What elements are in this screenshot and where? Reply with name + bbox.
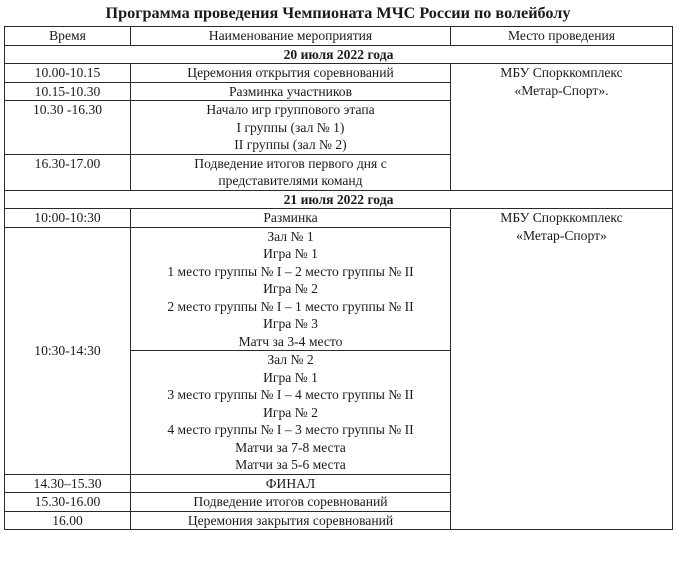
date-row-day1 — [5, 45, 673, 64]
header-time: Время — [5, 27, 131, 46]
date-day1: 20 июля 2022 года — [5, 45, 673, 64]
hall-line: Матчи за 7-8 места — [235, 439, 346, 455]
hall-line: Зал № 2 — [267, 352, 314, 367]
time-cell: 16.30-17.00 — [5, 154, 131, 190]
event-cell: Разминка — [131, 209, 451, 228]
hall-line: 3 место группы № I – 4 место группы № II — [167, 387, 414, 402]
hall-line: Игра № 1 — [263, 246, 318, 261]
venue-cell-day2 — [451, 209, 673, 530]
hall-line: Игра № 3 — [263, 316, 318, 331]
hall-line: Зал № 1 — [267, 228, 314, 244]
time-cell: 10.30 -16.30 — [5, 101, 131, 155]
venue-line: МБУ Спорккомплекс — [500, 65, 623, 80]
header-row — [5, 27, 673, 46]
event-cell — [131, 154, 451, 190]
hall-1-cell — [131, 227, 451, 351]
venue-cell-day1 — [451, 64, 673, 191]
hall-line: 1 место группы № I – 2 место группы № II — [167, 263, 414, 279]
venue-line: «Метар-Спорт» — [516, 227, 607, 243]
table-row — [5, 209, 673, 228]
document-title: Программа проведения Чемпионата МЧС России по волейболу — [105, 4, 571, 22]
date-row-day2 — [5, 190, 673, 209]
venue-line: МБУ Спорккомплекс — [500, 210, 623, 225]
table-row — [5, 64, 673, 83]
venue-line: «Метар-Спорт». — [514, 82, 609, 98]
event-cell — [131, 64, 451, 83]
hall-line: Матчи за 5-6 места — [235, 457, 346, 472]
event-line: I группы (зал № 1) — [236, 119, 345, 135]
hall-line: Игра № 2 — [263, 404, 318, 420]
event-line: Разминка участников — [228, 83, 353, 99]
event-cell: Подведение итогов соревнований — [131, 493, 451, 512]
header-event: Наименование мероприятия — [131, 27, 451, 46]
time-cell: 15.30-16.00 — [5, 493, 131, 512]
time-cell: 10:00-10:30 — [5, 209, 131, 228]
time-cell: 14.30–15.30 — [5, 474, 131, 493]
event-cell — [131, 101, 451, 155]
time-cell: 10:30-14:30 — [5, 227, 131, 474]
event-line: Церемония открытия соревнований — [187, 65, 394, 80]
time-cell: 10.15-10.30 — [5, 82, 131, 101]
header-venue: Место проведения — [451, 27, 673, 46]
hall-line: Игра № 1 — [263, 369, 318, 385]
event-cell: ФИНАЛ — [131, 474, 451, 493]
event-line: Начало игр группового этапа — [206, 102, 375, 117]
hall-2-cell — [131, 351, 451, 475]
event-cell — [131, 82, 451, 101]
event-cell: Церемония закрытия соревнований — [131, 511, 451, 530]
schedule-table — [4, 26, 673, 530]
hall-line: 4 место группы № I – 3 место группы № II — [167, 422, 414, 437]
event-line: Подведение итогов первого дня с — [194, 155, 387, 171]
date-day2: 21 июля 2022 года — [5, 190, 673, 209]
hall-line: Матч за 3-4 место — [238, 333, 343, 349]
time-cell: 16.00 — [5, 511, 131, 530]
hall-line: 2 место группы № I – 1 место группы № II — [167, 298, 414, 314]
hall-line: Игра № 2 — [263, 281, 318, 296]
time-cell: 10.00-10.15 — [5, 64, 131, 83]
event-line: II группы (зал № 2) — [234, 137, 347, 152]
event-line: представителями команд — [218, 173, 363, 188]
